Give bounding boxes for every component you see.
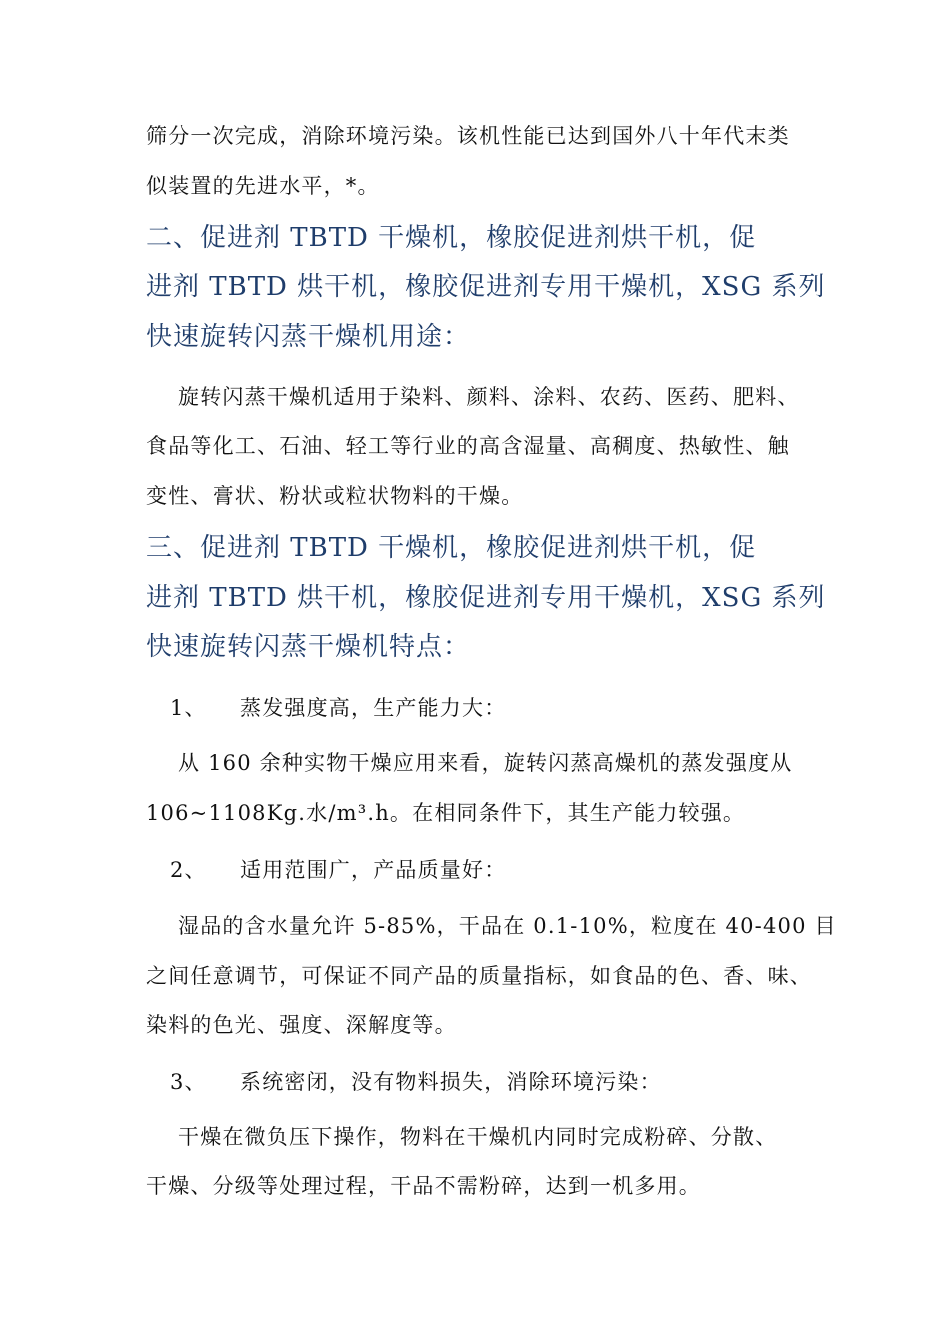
paragraph-line: 旋转闪蒸干燥机适用于染料、颜料、涂料、农药、医药、肥料、	[178, 385, 800, 409]
item-title: 适用范围广，产品质量好：	[240, 858, 507, 882]
paragraph-line: 106~1108Kg.水/m³.h。在相同条件下，其生产能力较强。	[146, 801, 746, 825]
paragraph-line: 从 160 余种实物干燥应用来看，旋转闪蒸高燥机的蒸发强度从	[178, 751, 793, 775]
paragraph-line: 染料的色光、强度、深解度等。	[146, 1013, 457, 1037]
paragraph-line: 筛分一次完成，消除环境污染。该机性能已达到国外八十年代末类	[146, 124, 790, 148]
item-number: 3、	[170, 1070, 207, 1094]
section-heading: 快速旋转闪蒸干燥机特点：	[146, 632, 471, 662]
item-title: 系统密闭，没有物料损失，消除环境污染：	[240, 1070, 662, 1094]
section-heading: 进剂 TBTD 烘干机，橡胶促进剂专用干燥机，XSG 系列	[146, 272, 826, 302]
paragraph-line: 食品等化工、石油、轻工等行业的高含湿量、高稠度、热敏性、触	[146, 434, 790, 458]
item-title: 蒸发强度高，生产能力大：	[240, 696, 507, 720]
paragraph-line: 干燥、分级等处理过程，干品不需粉碎，达到一机多用。	[146, 1174, 701, 1198]
paragraph-line: 湿品的含水量允许 5-85%，干品在 0.1-10%，粒度在 40-400 目	[178, 914, 837, 938]
item-number: 1、	[170, 696, 207, 720]
paragraph-line: 干燥在微负压下操作，物料在干燥机内同时完成粉碎、分散、	[178, 1125, 778, 1149]
paragraph-line: 之间任意调节，可保证不同产品的质量指标，如食品的色、香、味、	[146, 964, 812, 988]
paragraph-line: 变性、膏状、粉状或粒状物料的干燥。	[146, 484, 524, 508]
paragraph-line: 似装置的先进水平，*。	[146, 174, 380, 198]
section-heading: 三、促进剂 TBTD 干燥机，橡胶促进剂烘干机，促	[146, 533, 757, 563]
section-heading: 二、促进剂 TBTD 干燥机，橡胶促进剂烘干机，促	[146, 223, 757, 253]
item-number: 2、	[170, 858, 207, 882]
section-heading: 快速旋转闪蒸干燥机用途：	[146, 322, 471, 352]
section-heading: 进剂 TBTD 烘干机，橡胶促进剂专用干燥机，XSG 系列	[146, 583, 826, 613]
